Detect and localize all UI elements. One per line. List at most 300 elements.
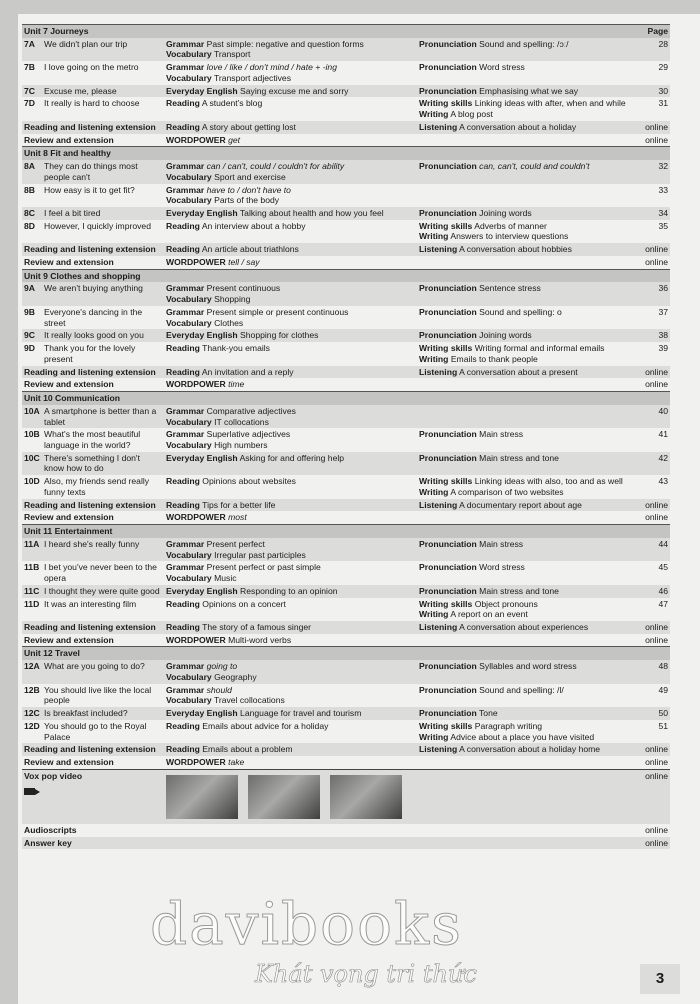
skill-label: Listening bbox=[419, 366, 458, 377]
lesson-focus-2 bbox=[417, 85, 635, 98]
skill-label: Listening bbox=[419, 244, 458, 255]
reading-listening-row-label: Reading and listening extension bbox=[22, 499, 164, 512]
skill-line bbox=[419, 429, 633, 440]
skill-line bbox=[419, 98, 633, 109]
skill-label: Reading bbox=[166, 621, 200, 632]
skill-line bbox=[419, 109, 633, 120]
lesson-title: Everyone's dancing in the street bbox=[42, 306, 164, 329]
skill-line bbox=[166, 49, 415, 60]
reading-listening-row-label: Reading and listening extension bbox=[22, 121, 164, 134]
skill-line bbox=[166, 406, 415, 417]
skill-line bbox=[419, 609, 633, 620]
skill-label: WORDPOWER bbox=[166, 634, 226, 645]
lesson-title: I heard she's really funny bbox=[42, 538, 164, 561]
lesson-page: 51 bbox=[635, 720, 670, 743]
vox-pop-row bbox=[22, 769, 670, 824]
skill-line bbox=[419, 343, 633, 354]
lesson-focus-2 bbox=[417, 538, 635, 561]
skill-label: Pronunciation bbox=[419, 208, 477, 219]
lesson-focus-1 bbox=[164, 707, 417, 720]
reading-listening-row-page: online bbox=[635, 743, 670, 756]
skill-line bbox=[419, 708, 633, 719]
skill-label: Reading bbox=[166, 744, 200, 755]
lesson-page: 44 bbox=[635, 538, 670, 561]
lesson-title: What are you going to do? bbox=[42, 660, 164, 683]
review-row-page: online bbox=[635, 134, 670, 147]
reading-listening-row-page: online bbox=[635, 121, 670, 134]
lesson-title: It was an interesting film bbox=[42, 598, 164, 621]
reading-listening-row-label: Reading and listening extension bbox=[22, 743, 164, 756]
skill-label: Pronunciation bbox=[419, 452, 477, 463]
lesson-focus-1 bbox=[164, 561, 417, 584]
reading-listening-row bbox=[22, 499, 670, 512]
skill-line bbox=[166, 708, 415, 719]
skill-text: A student's blog bbox=[201, 98, 263, 109]
skill-line bbox=[166, 86, 415, 97]
skill-line bbox=[166, 661, 415, 672]
skill-label: Everyday English bbox=[166, 330, 238, 341]
lesson-row bbox=[22, 306, 670, 329]
lesson-row bbox=[22, 538, 670, 561]
lesson-title: They can do things most people can't bbox=[42, 160, 164, 183]
lesson-focus-1 bbox=[164, 475, 417, 498]
skill-text: A documentary report about age bbox=[459, 499, 582, 510]
lesson-title: You should go to the Royal Palace bbox=[42, 720, 164, 743]
skill-label: Vocabulary bbox=[166, 695, 212, 706]
skill-line bbox=[166, 562, 415, 573]
skill-text: Sound and spelling: /ɔː/ bbox=[479, 38, 569, 49]
reading-listening-row-focus-2 bbox=[417, 743, 635, 756]
lesson-row bbox=[22, 61, 670, 84]
lesson-code: 10B bbox=[22, 428, 42, 451]
lesson-focus-1 bbox=[164, 38, 417, 61]
skill-label: Grammar bbox=[166, 405, 205, 416]
skill-text: Tips for a better life bbox=[202, 499, 276, 510]
reading-listening-row-label: Reading and listening extension bbox=[22, 243, 164, 256]
lesson-title: Is breakfast included? bbox=[42, 707, 164, 720]
lesson-row bbox=[22, 207, 670, 220]
lesson-title: It really looks good on you bbox=[42, 329, 164, 342]
skill-line bbox=[419, 122, 633, 133]
skill-line bbox=[419, 231, 633, 242]
skill-text: A report on an event bbox=[450, 609, 528, 620]
lesson-code: 12B bbox=[22, 684, 42, 707]
contents-table bbox=[22, 24, 670, 849]
lesson-code: 12C bbox=[22, 707, 42, 720]
skill-line bbox=[419, 39, 633, 50]
lesson-focus-1 bbox=[164, 61, 417, 84]
lesson-focus-1 bbox=[164, 207, 417, 220]
review-row bbox=[22, 634, 670, 647]
review-row-focus-1 bbox=[164, 756, 417, 769]
page-number: 3 bbox=[640, 964, 680, 994]
skill-label: Vocabulary bbox=[166, 671, 212, 682]
skill-label: WORDPOWER bbox=[166, 512, 226, 523]
review-row-page: online bbox=[635, 634, 670, 647]
skill-text: Main stress bbox=[479, 538, 524, 549]
reading-listening-row-focus-2 bbox=[417, 121, 635, 134]
skill-line bbox=[166, 379, 415, 390]
lesson-focus-1 bbox=[164, 405, 417, 428]
lesson-title: You should live like the local people bbox=[42, 684, 164, 707]
skill-label: Vocabulary bbox=[166, 49, 212, 60]
skill-label: Reading bbox=[166, 476, 200, 487]
skill-text: love / like / don't mind / hate + -ing bbox=[206, 62, 337, 73]
skill-text: Linking ideas with after, when and while bbox=[474, 98, 626, 109]
lesson-row bbox=[22, 585, 670, 598]
lesson-focus-2 bbox=[417, 452, 635, 475]
skill-line bbox=[419, 685, 633, 696]
lesson-row bbox=[22, 720, 670, 743]
skill-text: Sentence stress bbox=[479, 283, 541, 294]
skill-line bbox=[166, 221, 415, 232]
skill-label: Pronunciation bbox=[419, 306, 477, 317]
skill-line bbox=[166, 62, 415, 73]
skill-text: should bbox=[206, 684, 232, 695]
skill-line bbox=[419, 586, 633, 597]
skill-text: Tone bbox=[479, 708, 498, 719]
lesson-row bbox=[22, 282, 670, 305]
skill-label: Pronunciation bbox=[419, 429, 477, 440]
lesson-code: 8D bbox=[22, 220, 42, 243]
lesson-row bbox=[22, 184, 670, 207]
review-row bbox=[22, 378, 670, 391]
skill-line bbox=[166, 599, 415, 610]
audioscripts-row bbox=[22, 824, 670, 837]
lesson-focus-1 bbox=[164, 585, 417, 598]
skill-label: Pronunciation bbox=[419, 684, 477, 695]
lesson-focus-2 bbox=[417, 475, 635, 498]
lesson-code: 12D bbox=[22, 720, 42, 743]
lesson-focus-2 bbox=[417, 38, 635, 61]
skill-text: have to / don't have to bbox=[206, 184, 291, 195]
lesson-page: 31 bbox=[635, 97, 670, 120]
review-row-focus-2 bbox=[417, 756, 635, 769]
unit-header bbox=[22, 269, 670, 282]
video-still-2 bbox=[248, 775, 320, 819]
vox-pop-title: Vox pop video bbox=[24, 770, 83, 781]
skill-label: Writing skills bbox=[419, 220, 473, 231]
lesson-code: 7B bbox=[22, 61, 42, 84]
review-row-label: Review and extension bbox=[22, 378, 164, 391]
skill-line bbox=[419, 367, 633, 378]
skill-label: Reading bbox=[166, 499, 200, 510]
answer-key-row-label: Answer key bbox=[22, 837, 635, 850]
skill-label: Vocabulary bbox=[166, 439, 212, 450]
reading-listening-row-focus-1 bbox=[164, 366, 417, 379]
lesson-code: 11A bbox=[22, 538, 42, 561]
skill-text: Opinions on a concert bbox=[202, 598, 286, 609]
skill-text: Present continuous bbox=[206, 283, 281, 294]
skill-line bbox=[166, 294, 415, 305]
review-row bbox=[22, 756, 670, 769]
skill-line bbox=[419, 476, 633, 487]
skill-line bbox=[419, 330, 633, 341]
video-camera-icon bbox=[24, 788, 35, 795]
review-row-label: Review and extension bbox=[22, 634, 164, 647]
skill-label: Vocabulary bbox=[166, 171, 212, 182]
lesson-focus-2 bbox=[417, 342, 635, 365]
unit-header bbox=[22, 647, 670, 660]
unit-title: Unit 7 Journeys bbox=[22, 25, 635, 38]
skill-label: Everyday English bbox=[166, 452, 238, 463]
skill-text: Present simple or present continuous bbox=[206, 306, 349, 317]
lesson-page: 46 bbox=[635, 585, 670, 598]
skill-text: Travel collocations bbox=[213, 695, 285, 706]
skill-text: A conversation about a present bbox=[459, 366, 578, 377]
skill-text: IT collocations bbox=[214, 416, 269, 427]
skill-text: Emphasising what we say bbox=[479, 85, 579, 96]
review-row-focus-2 bbox=[417, 256, 635, 269]
lesson-row bbox=[22, 428, 670, 451]
lesson-focus-2 bbox=[417, 405, 635, 428]
skill-label: Vocabulary bbox=[166, 294, 212, 305]
skill-label: Vocabulary bbox=[166, 317, 212, 328]
skill-label: WORDPOWER bbox=[166, 134, 226, 145]
skill-label: Vocabulary bbox=[166, 573, 212, 584]
skill-line bbox=[166, 283, 415, 294]
lesson-row bbox=[22, 405, 670, 428]
skill-label: Vocabulary bbox=[166, 549, 212, 560]
lesson-title: I feel a bit tired bbox=[42, 207, 164, 220]
skill-label: Pronunciation bbox=[419, 661, 477, 672]
lesson-code: 8C bbox=[22, 207, 42, 220]
lesson-page: 32 bbox=[635, 160, 670, 183]
skill-text: Asking for and offering help bbox=[239, 452, 345, 463]
skill-line bbox=[166, 573, 415, 584]
skill-text: can / can't, could / couldn't for ability bbox=[206, 161, 345, 172]
lesson-code: 11C bbox=[22, 585, 42, 598]
skill-line bbox=[419, 539, 633, 550]
skill-label: Vocabulary bbox=[166, 72, 212, 83]
lesson-row bbox=[22, 38, 670, 61]
lesson-focus-2 bbox=[417, 428, 635, 451]
skill-label: Grammar bbox=[166, 38, 205, 49]
lesson-page: 40 bbox=[635, 405, 670, 428]
lesson-focus-1 bbox=[164, 342, 417, 365]
skill-label: Reading bbox=[166, 220, 200, 231]
review-row-focus-1 bbox=[164, 634, 417, 647]
lesson-focus-2 bbox=[417, 561, 635, 584]
skill-label: Listening bbox=[419, 499, 458, 510]
review-row-focus-2 bbox=[417, 511, 635, 524]
page-column-label bbox=[635, 525, 670, 538]
review-row-focus-1 bbox=[164, 378, 417, 391]
skill-text: Emails about advice for a holiday bbox=[202, 720, 329, 731]
lesson-focus-1 bbox=[164, 160, 417, 183]
lesson-title: What's the most beautiful language in the world? bbox=[42, 428, 164, 451]
skill-line bbox=[166, 550, 415, 561]
lesson-focus-2 bbox=[417, 684, 635, 707]
lesson-focus-1 bbox=[164, 428, 417, 451]
skill-label: Writing bbox=[419, 609, 449, 620]
lesson-title: Also, my friends send really funny texts bbox=[42, 475, 164, 498]
review-row-label: Review and extension bbox=[22, 134, 164, 147]
lesson-focus-1 bbox=[164, 720, 417, 743]
lesson-title: We didn't plan our trip bbox=[42, 38, 164, 61]
unit-title: Unit 12 Travel bbox=[22, 647, 635, 660]
skill-line bbox=[419, 453, 633, 464]
lesson-focus-2 bbox=[417, 720, 635, 743]
skill-text: A conversation about a holiday bbox=[459, 121, 577, 132]
skill-text: Sound and spelling: /l/ bbox=[479, 684, 564, 695]
lesson-title: A smartphone is better than a tablet bbox=[42, 405, 164, 428]
reading-listening-row-focus-2 bbox=[417, 621, 635, 634]
skill-text: An interview about a hobby bbox=[201, 220, 306, 231]
video-still-3 bbox=[330, 775, 402, 819]
lesson-title: I love going on the metro bbox=[42, 61, 164, 84]
skill-text: Adverbs of manner bbox=[474, 220, 547, 231]
reading-listening-row-label: Reading and listening extension bbox=[22, 621, 164, 634]
vox-pop-page: online bbox=[635, 769, 670, 824]
lesson-row bbox=[22, 660, 670, 683]
skill-text: Thank-you emails bbox=[202, 343, 270, 354]
review-row-focus-1 bbox=[164, 256, 417, 269]
review-row-page: online bbox=[635, 511, 670, 524]
skill-text: Transport bbox=[213, 49, 251, 60]
skill-line bbox=[419, 622, 633, 633]
skill-label: Writing bbox=[419, 353, 449, 364]
skill-line bbox=[419, 732, 633, 743]
review-row bbox=[22, 511, 670, 524]
reading-listening-row-focus-2 bbox=[417, 366, 635, 379]
skill-label: Pronunciation bbox=[419, 62, 477, 73]
skill-line bbox=[419, 86, 633, 97]
skill-line bbox=[166, 98, 415, 109]
lesson-focus-2 bbox=[417, 220, 635, 243]
skill-label: Everyday English bbox=[166, 708, 238, 719]
skill-text: time bbox=[228, 379, 245, 390]
skill-text: Talking about health and how you feel bbox=[239, 208, 384, 219]
lesson-row bbox=[22, 598, 670, 621]
lesson-page: 35 bbox=[635, 220, 670, 243]
skill-text: Emails to thank people bbox=[450, 353, 538, 364]
lesson-focus-1 bbox=[164, 184, 417, 207]
skill-line bbox=[166, 744, 415, 755]
skill-text: A story about getting lost bbox=[201, 121, 296, 132]
skill-text: An article about triathlons bbox=[201, 244, 299, 255]
skill-text: Geography bbox=[214, 671, 257, 682]
page-column-label bbox=[635, 269, 670, 282]
skill-text: Emails about a problem bbox=[202, 744, 293, 755]
skill-label: Writing skills bbox=[419, 598, 473, 609]
skill-text: Responding to an opinion bbox=[240, 585, 338, 596]
skill-line bbox=[166, 500, 415, 511]
unit-header bbox=[22, 392, 670, 405]
skill-label: Pronunciation bbox=[419, 585, 477, 596]
skill-label: Writing skills bbox=[419, 98, 473, 109]
lesson-code: 9B bbox=[22, 306, 42, 329]
lesson-focus-2 bbox=[417, 61, 635, 84]
skill-line bbox=[166, 185, 415, 196]
skill-text: A conversation about hobbies bbox=[459, 244, 572, 255]
skill-label: WORDPOWER bbox=[166, 256, 226, 267]
skill-line bbox=[166, 195, 415, 206]
skill-label: Writing skills bbox=[419, 720, 473, 731]
skill-label: Grammar bbox=[166, 184, 205, 195]
reading-listening-row bbox=[22, 243, 670, 256]
skill-line bbox=[166, 757, 415, 768]
lesson-code: 9C bbox=[22, 329, 42, 342]
skill-text: Irregular past participles bbox=[214, 549, 306, 560]
lesson-code: 8A bbox=[22, 160, 42, 183]
lesson-page: 45 bbox=[635, 561, 670, 584]
skill-text: Answers to interview questions bbox=[450, 231, 569, 242]
review-row-focus-2 bbox=[417, 634, 635, 647]
reading-listening-row-focus-1 bbox=[164, 621, 417, 634]
skill-line bbox=[419, 161, 633, 172]
skill-label: Reading bbox=[166, 98, 200, 109]
lesson-title: Excuse me, please bbox=[42, 85, 164, 98]
skill-label: Reading bbox=[166, 366, 200, 377]
skill-text: Object pronouns bbox=[474, 598, 538, 609]
skill-text: tell / say bbox=[228, 256, 260, 267]
skill-label: Listening bbox=[419, 621, 458, 632]
skill-text: Joining words bbox=[479, 330, 532, 341]
lesson-code: 9D bbox=[22, 342, 42, 365]
lesson-page: 36 bbox=[635, 282, 670, 305]
lesson-page: 48 bbox=[635, 660, 670, 683]
lesson-focus-1 bbox=[164, 85, 417, 98]
reading-listening-row bbox=[22, 121, 670, 134]
skill-label: Grammar bbox=[166, 62, 205, 73]
review-row-label: Review and extension bbox=[22, 256, 164, 269]
lesson-row bbox=[22, 452, 670, 475]
skill-label: Grammar bbox=[166, 306, 205, 317]
skill-line bbox=[419, 208, 633, 219]
skill-line bbox=[166, 208, 415, 219]
review-row-label: Review and extension bbox=[22, 511, 164, 524]
skill-line bbox=[419, 307, 633, 318]
watermark-tagline: Khát vọng tri thức bbox=[255, 960, 477, 988]
lesson-row bbox=[22, 684, 670, 707]
skill-label: Writing bbox=[419, 109, 449, 120]
skill-line bbox=[166, 307, 415, 318]
lesson-focus-2 bbox=[417, 585, 635, 598]
unit-title: Unit 8 Fit and healthy bbox=[22, 147, 635, 160]
skill-label: Reading bbox=[166, 121, 200, 132]
skill-line bbox=[419, 487, 633, 498]
lesson-title: It really is hard to choose bbox=[42, 97, 164, 120]
lesson-page: 49 bbox=[635, 684, 670, 707]
skill-label: Listening bbox=[419, 121, 458, 132]
lesson-row bbox=[22, 342, 670, 365]
skill-line bbox=[166, 695, 415, 706]
skill-label: Pronunciation bbox=[419, 161, 477, 172]
lesson-focus-2 bbox=[417, 282, 635, 305]
lesson-code: 10D bbox=[22, 475, 42, 498]
reading-listening-row bbox=[22, 366, 670, 379]
skill-text: Paragraph writing bbox=[474, 720, 543, 731]
lesson-focus-2 bbox=[417, 160, 635, 183]
skill-text: A conversation about experiences bbox=[459, 621, 589, 632]
reading-listening-row-page: online bbox=[635, 621, 670, 634]
lesson-code: 11D bbox=[22, 598, 42, 621]
lesson-page: 42 bbox=[635, 452, 670, 475]
vox-pop-label bbox=[22, 769, 164, 824]
lesson-page: 50 bbox=[635, 707, 670, 720]
skill-line bbox=[166, 685, 415, 696]
lesson-row bbox=[22, 329, 670, 342]
skill-label: Reading bbox=[166, 244, 200, 255]
skill-label: Pronunciation bbox=[419, 38, 477, 49]
watermark-brand: davibooks bbox=[150, 890, 463, 958]
lesson-title: I thought they were quite good bbox=[42, 585, 164, 598]
lesson-code: 7D bbox=[22, 97, 42, 120]
skill-line bbox=[419, 599, 633, 610]
skill-text: Music bbox=[214, 573, 237, 584]
skill-text: Sport and exercise bbox=[214, 171, 286, 182]
